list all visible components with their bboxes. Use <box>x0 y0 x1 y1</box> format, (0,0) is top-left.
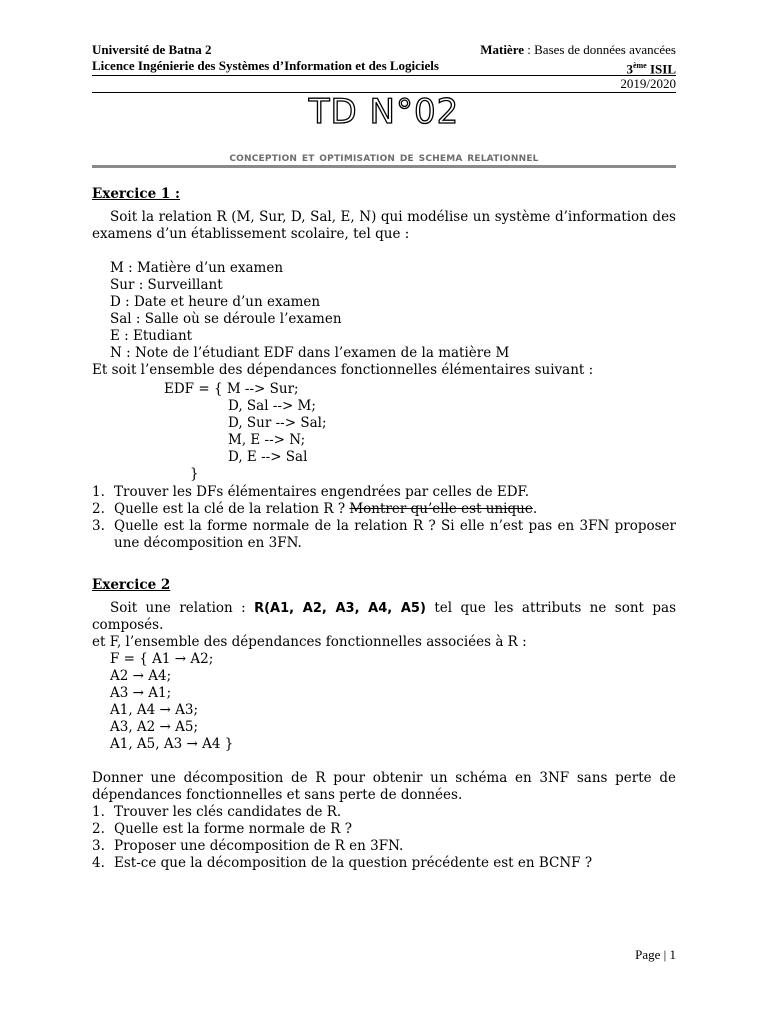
f-intro: et F, l’ensemble des dépendances fonctionnelles associées à R : <box>92 634 527 650</box>
dependency-line: F = { A1 → A2; <box>110 651 214 667</box>
attribute-line: N : Note de l’étudiant EDF dans l’examen de la matière M <box>110 345 510 361</box>
question-number: 2. <box>92 501 105 517</box>
question-item <box>92 821 676 838</box>
question-text: Quelle est la forme normale de la relation R ? Si elle n’est pas en 3FN proposer une décomposition en 3FN. <box>114 518 676 551</box>
question-number: 2. <box>92 821 105 837</box>
question-item <box>92 838 676 855</box>
question-text: Quelle est la clé de la relation R ? <box>114 501 350 517</box>
exercise-2-heading: Exercice 2 <box>92 577 171 593</box>
exercise-2-intro <box>92 600 676 634</box>
exercise-2 <box>92 577 676 872</box>
dependency-line: A1, A4 → A3; <box>110 702 199 718</box>
page-num: 1 <box>669 947 676 962</box>
edf-line: EDF = { M --> Sur; <box>164 381 299 397</box>
relation-schema: R(A1, A2, A3, A4, A5) <box>254 601 426 616</box>
attribute-line: Sal : Salle où se déroule l’examen <box>110 311 342 327</box>
question-tail: . <box>532 501 538 517</box>
question-item <box>92 518 676 552</box>
page-number <box>635 947 676 963</box>
attribute-line: E : Etudiant <box>110 328 193 344</box>
question-text: Quelle est la forme normale de R ? <box>114 821 352 837</box>
question-text: Proposer une décomposition de R en 3FN. <box>114 838 404 854</box>
level-number: 3 <box>626 61 633 77</box>
academic-year: 2019/2020 <box>620 76 676 91</box>
question-text: Trouver les DFs élémentaires engendrées par celles de EDF. <box>114 484 530 500</box>
intro-text: tel que les attributs ne sont pas composés. <box>92 600 676 633</box>
exercise-1 <box>92 186 676 379</box>
question-item <box>92 501 676 518</box>
intro-text: Soit une relation : <box>110 600 255 616</box>
exercise-1-questions <box>92 484 676 552</box>
dependency-line: A1, A5, A3 → A4 } <box>110 736 234 752</box>
question-number: 1. <box>92 804 105 820</box>
attribute-line: Sur : Surveillant <box>110 277 223 293</box>
attribute-line: M : Matière d’un examen <box>110 260 284 276</box>
dependency-line: A3, A2 → A5; <box>110 719 199 735</box>
university-name: Université de Batna 2 <box>92 42 212 57</box>
question-item <box>92 484 676 501</box>
header-divider <box>92 75 676 76</box>
course-subject <box>480 42 676 58</box>
struck-text: Montrer qu’elle est unique <box>349 501 533 517</box>
dependency-line: A2 → A4; <box>110 668 172 684</box>
edf-line: M, E --> N; <box>228 432 306 448</box>
edf-line: D, Sal --> M; <box>228 398 316 414</box>
question-text: Trouver les clés candidates de R. <box>114 804 342 820</box>
dependency-line: A3 → A1; <box>110 685 172 701</box>
edf-close: } <box>190 466 199 482</box>
level-superscript: ème <box>632 61 647 70</box>
question-number: 3. <box>92 518 105 534</box>
page-label: Page | <box>635 947 670 962</box>
question-number: 4. <box>92 855 105 871</box>
exercise-2-task: Donner une décomposition de R pour obtenir un schéma en 3NF sans perte de dépendances fonctionnelles et sans perte de données. <box>92 770 676 803</box>
exercise-1-heading: Exercice 1 : <box>92 186 180 202</box>
edf-line: D, E --> Sal <box>228 449 308 465</box>
exercise-1-intro: Soit la relation R (M, Sur, D, Sal, E, N) qui modélise un système d’information des examens d’un établissement scolaire, tel que : <box>92 209 676 242</box>
document-subtitle <box>92 150 676 165</box>
subtitle-underline <box>92 165 676 168</box>
edf-intro: Et soit l’ensemble des dépendances fonctionnelles élémentaires suivant : <box>92 362 594 378</box>
edf-line: D, Sur --> Sal; <box>228 415 327 431</box>
question-item <box>92 855 676 872</box>
question-number: 1. <box>92 484 105 500</box>
subject-label: Matière <box>480 42 525 57</box>
licence-name: Licence Ingénierie des Systèmes d’Information et des Logiciels <box>92 58 439 73</box>
level-name: ISIL <box>646 61 676 77</box>
question-number: 3. <box>92 838 105 854</box>
subtitle-text: conception et optimisation de schema relationnel <box>229 150 539 165</box>
question-item <box>92 804 676 821</box>
attribute-line: D : Date et heure d’un examen <box>110 294 321 310</box>
subject-value: : Bases de données avancées <box>524 42 676 57</box>
document-title: TD N°02 <box>308 92 460 132</box>
question-text: Est-ce que la décomposition de la question précédente est en BCNF ? <box>114 855 593 871</box>
